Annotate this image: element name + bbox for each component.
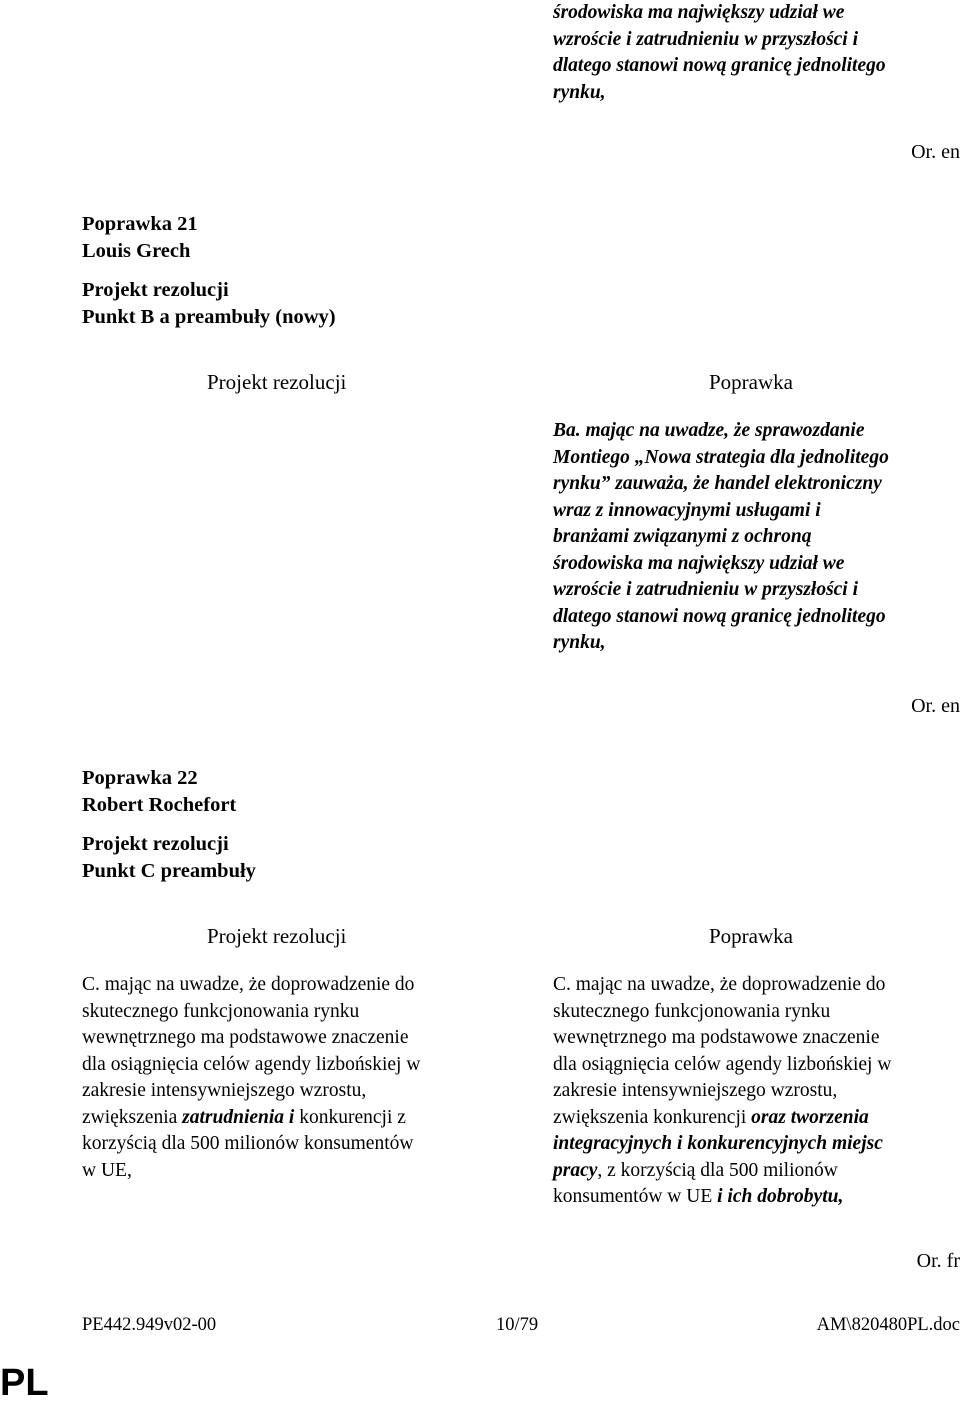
page-number: 10/79: [496, 1315, 539, 1335]
amendment-author: Louis Grech: [82, 240, 191, 262]
amendment-22-original-text: [82, 972, 482, 1184]
column-header-draft: Projekt rezolucji: [207, 370, 347, 394]
text-segment: konsumentów w UE: [553, 1186, 718, 1207]
amendment-author: Robert Rochefort: [82, 794, 237, 816]
text-line: wewnętrznego ma podstawowe znaczenie: [553, 1027, 880, 1048]
text-line: wewnętrznego ma podstawowe znaczenie: [82, 1027, 409, 1048]
previous-amendment-fragment: [553, 0, 953, 106]
inserted-text-line: integracyjnych i konkurencyjnych miejsc: [553, 1133, 883, 1154]
fragment-line: wzroście i zatrudnieniu w przyszłości i: [553, 28, 859, 50]
text-line: dla osiągnięcia celów agendy lizbońskiej w: [82, 1053, 421, 1075]
original-language: Or. fr: [916, 1250, 960, 1272]
column-header-amendment: Poprawka: [709, 924, 793, 948]
original-language: Or. en: [911, 141, 960, 163]
text-line: C. mając na uwadze, że doprowadzenie do: [553, 974, 886, 995]
file-name: AM\820480PL.doc: [816, 1315, 960, 1335]
column-header-draft: Projekt rezolucji: [207, 924, 347, 948]
text-line: [553, 1105, 953, 1132]
text-line: [553, 1184, 953, 1211]
text-line: w UE,: [82, 1159, 132, 1181]
text-line: korzyścią dla 500 milionów konsumentów: [82, 1133, 414, 1154]
text-line: Ba. mając na uwadze, że sprawozdanie: [553, 420, 865, 441]
fragment-line: rynku,: [553, 81, 606, 103]
text-line: zakresie intensywniejszego wzrostu,: [82, 1080, 367, 1101]
document-reference: PE442.949v02-00: [82, 1315, 217, 1335]
text-line: dla osiągnięcia celów agendy lizbońskiej w: [553, 1053, 892, 1075]
inserted-text: i ich dobrobytu,: [717, 1186, 844, 1207]
text-segment: zwiększenia: [82, 1106, 183, 1128]
inserted-text: pracy: [553, 1159, 598, 1181]
text-line: rynku,: [553, 632, 606, 653]
document-type: Projekt rezolucji: [82, 279, 229, 301]
text-line: C. mając na uwadze, że doprowadzenie do: [82, 974, 415, 995]
deleted-text: zatrudnienia i: [182, 1106, 295, 1128]
text-line: skutecznego funkcjonowania rynku: [553, 1000, 831, 1022]
amendment-22-amended-text: [553, 972, 953, 1211]
text-line: skutecznego funkcjonowania rynku: [82, 1000, 360, 1022]
text-line: rynku” zauważa, że handel elektroniczny: [553, 473, 882, 494]
inserted-text: oraz tworzenia: [751, 1106, 869, 1128]
text-line: [553, 1158, 953, 1185]
amendment-21-header: [82, 211, 336, 331]
amendment-number: Poprawka 21: [82, 213, 198, 235]
text-line: wzroście i zatrudnieniu w przyszłości i: [553, 579, 859, 600]
column-header-amendment: Poprawka: [709, 370, 793, 394]
text-line: dlatego stanowi nową granicę jednolitego: [553, 605, 886, 627]
text-line: środowiska ma największy udział we: [553, 552, 845, 574]
language-code: PL: [0, 1362, 49, 1404]
text-line: [82, 1105, 482, 1132]
document-point: Punkt C preambuły: [82, 860, 256, 882]
text-line: branżami związanymi z ochroną: [553, 526, 812, 547]
document-point: Punkt B a preambuły (nowy): [82, 306, 336, 328]
text-line: Montiego „Nowa strategia dla jednolitego: [553, 446, 889, 468]
amendment-number: Poprawka 22: [82, 767, 198, 789]
amendment-21-text: [553, 418, 953, 657]
text-segment: , z korzyścią dla 500 milionów: [597, 1159, 838, 1181]
fragment-line: środowiska ma największy udział we: [553, 2, 845, 23]
text-segment: konkurencji z: [294, 1106, 406, 1128]
text-line: wraz z innowacyjnymi usługami i: [553, 499, 821, 521]
fragment-line: dlatego stanowi nową granicę jednolitego: [553, 55, 886, 76]
original-language: Or. en: [911, 695, 960, 717]
document-type: Projekt rezolucji: [82, 833, 229, 855]
text-segment: zwiększenia konkurencji: [553, 1106, 752, 1128]
amendment-22-header: [82, 765, 256, 885]
text-line: zakresie intensywniejszego wzrostu,: [553, 1080, 838, 1101]
